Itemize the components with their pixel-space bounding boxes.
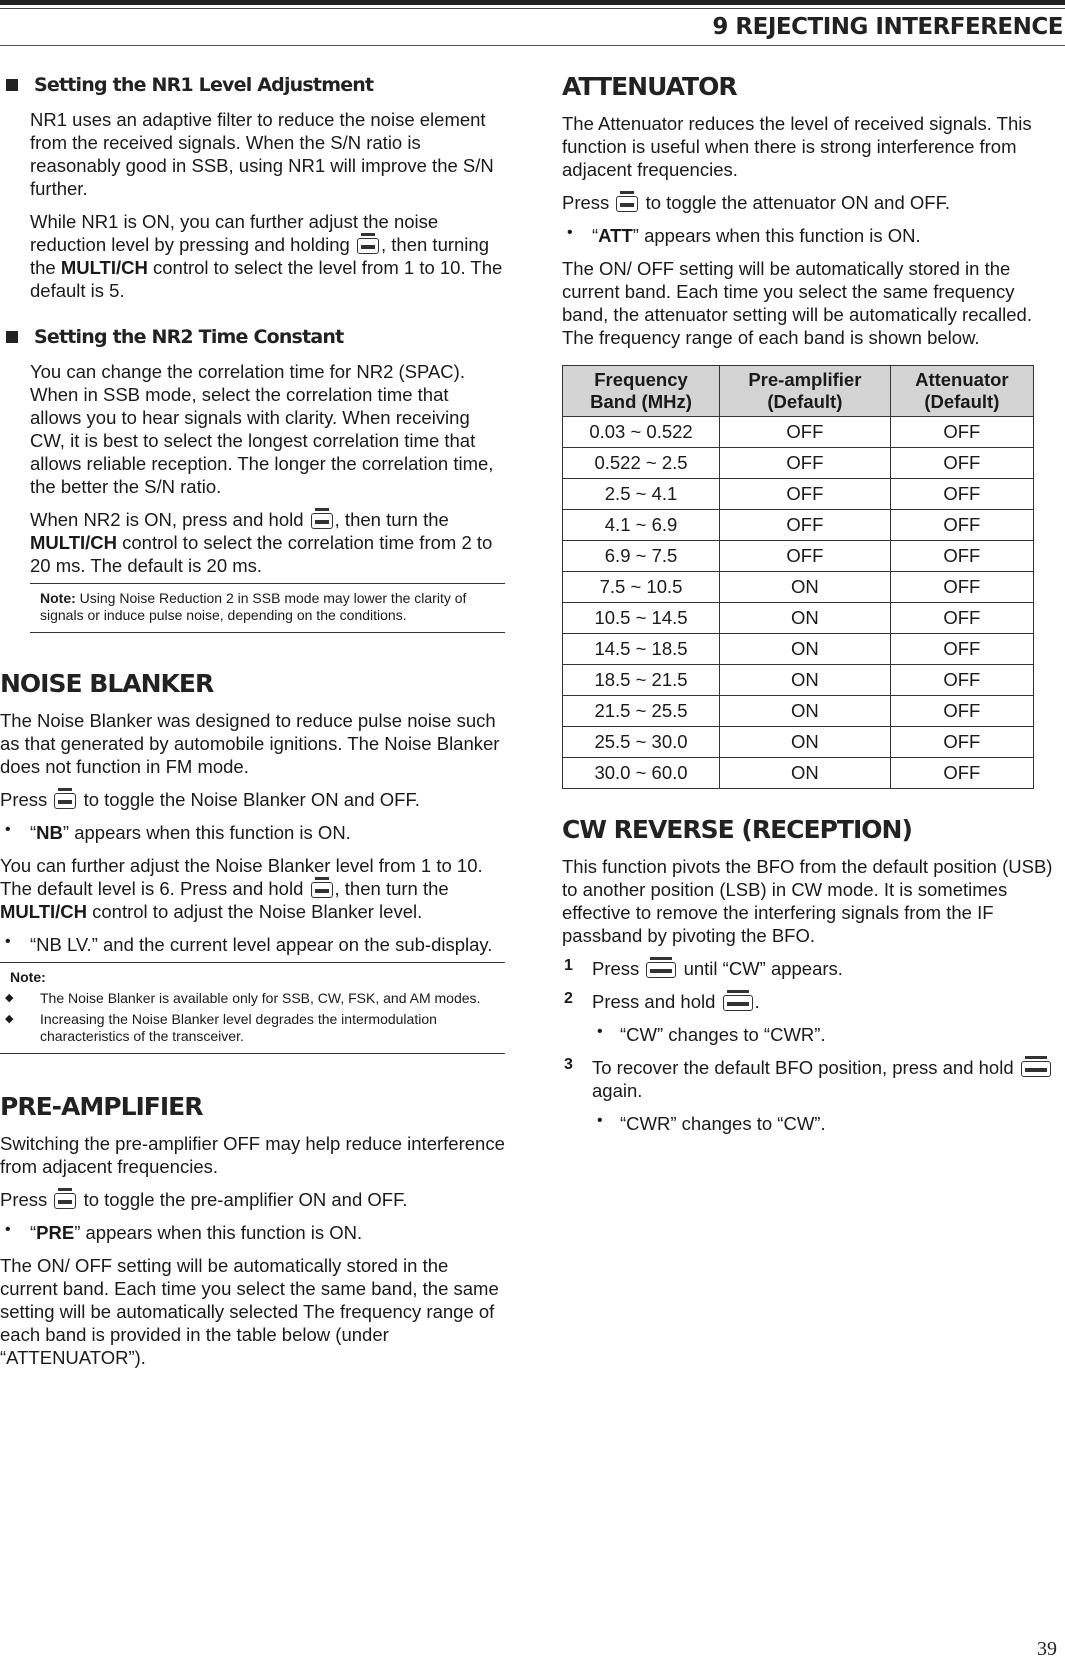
cw-reverse-paragraph: This function pivots the BFO from the default position (USB) to another position (LSB) in CW mode. It is sometimes effective to remove the interfering signals from the IF passband by pivoting the BFO. xyxy=(562,856,1053,946)
noise-blanker-heading: NOISE BLANKER xyxy=(0,669,214,698)
nb-key-icon xyxy=(311,882,333,898)
table-row: 0.522 ~ 2.5 OFF OFF xyxy=(563,448,1034,479)
frequency-table xyxy=(562,365,1034,789)
table-row: 7.5 ~ 10.5 ON OFF xyxy=(563,572,1034,603)
attenuator-heading: ATTENUATOR xyxy=(562,72,737,101)
cw-reverse-heading: CW REVERSE (RECEPTION) xyxy=(562,815,912,844)
noise-blanker-paragraph: The Noise Blanker was designed to reduce pulse noise such as that generated by automobile ignitions. The Noise Blanker does not function in FM mode. xyxy=(0,710,500,777)
nr2-paragraph-2: When NR2 is ON, press and hold , then turn the MULTI/CH control to select the correlation time from 2 to 20 ms. The default is 20 ms. xyxy=(30,509,493,576)
att-key-icon xyxy=(616,196,638,212)
cw-fsk-key-icon xyxy=(723,995,753,1011)
top-rule-thin xyxy=(0,8,1065,9)
pre-key-icon xyxy=(54,1193,76,1209)
nr2-note: Note: Using Noise Reduction 2 in SSB mode may lower the clarity of signals or induce pulse noise, depending on the conditions. xyxy=(30,583,505,633)
preamp-paragraph: Switching the pre-amplifier OFF may help reduce interference from adjacent frequencies. xyxy=(0,1133,505,1177)
note-item: ◆ The Noise Blanker is available only for SSB, CW, FSK, and AM modes. xyxy=(0,990,505,1007)
table-row: 0.03 ~ 0.522 OFF OFF xyxy=(563,417,1034,448)
diamond-bullet-icon: ◆ xyxy=(5,992,14,1004)
step-bullet: • “CW” changes to “CWR”. xyxy=(597,1023,826,1045)
nr1-heading: Setting the NR1 Level Adjustment xyxy=(0,72,505,98)
table-row: 21.5 ~ 25.5 ON OFF xyxy=(563,696,1034,727)
column-header: Frequency Band (MHz) xyxy=(563,366,720,417)
nr1-paragraph: NR1 uses an adaptive filter to reduce the noise element from the received signals. When the S/N ratio is reasonably good in SSB, using NR1 will improve the S/N further. xyxy=(30,109,494,199)
column-header: Pre-amplifier (Default) xyxy=(720,366,891,417)
nb-key-icon xyxy=(54,793,76,809)
square-bullet-icon xyxy=(6,331,18,343)
noise-blanker-paragraph-2: You can further adjust the Noise Blanker level from 1 to 10. The default level is 6. Press and hold , then turn the MULTI/CH control to adjust the Noise Blanker level. xyxy=(0,855,483,922)
attenuator-bullet: • “ATT” appears when this function is ON. xyxy=(567,224,921,246)
preamp-bullet: • “PRE” appears when this function is ON. xyxy=(5,1221,363,1243)
step-bullet: • “CWR” changes to “CW”. xyxy=(597,1112,826,1134)
preamp-press: Press to toggle the pre-amplifier ON and OFF. xyxy=(0,1189,408,1210)
nr2-paragraph: You can change the correlation time for NR2 (SPAC). When in SSB mode, select the correlation time that allows you to hear signals with clarity. When receiving CW, it is best to select the longest correlation time that allows reliable reception. The longer the correlation time, the better the S/N ratio. xyxy=(30,361,494,497)
preamp-paragraph-2: The ON/ OFF setting will be automatically stored in the current band. Each time you select the same band, the same setting will be automatically selected The frequency range of each band is provided in the table below (under “ATTENUATOR”). xyxy=(0,1255,499,1368)
table-row: 6.9 ~ 7.5 OFF OFF xyxy=(563,541,1034,572)
cw-fsk-key-icon xyxy=(1021,1061,1051,1077)
left-column xyxy=(0,72,505,1369)
chapter-title: 9 REJECTING INTERFERENCE xyxy=(712,14,1063,40)
table-row: 4.1 ~ 6.9 OFF OFF xyxy=(563,510,1034,541)
square-bullet-icon xyxy=(6,79,18,91)
step-item: 1 Press until “CW” appears. xyxy=(564,957,843,979)
noise-blanker-bullet: • “NB” appears when this function is ON. xyxy=(5,821,351,843)
nr1-paragraph-2: While NR1 is ON, you can further adjust the noise reduction level by pressing and holding , then turning the MULTI/CH control to select the level from 1 to 10. The default is 5. xyxy=(30,211,503,301)
attenuator-paragraph-2: The ON/ OFF setting will be automatically stored in the current band. Each time you select the same frequency band, the attenuator setting will be automatically recalled. The frequency range of each band is shown below. xyxy=(562,258,1032,348)
table-row: 30.0 ~ 60.0 ON OFF xyxy=(563,758,1034,789)
column-header: Attenuator (Default) xyxy=(890,366,1033,417)
step-item: 2 Press and hold . xyxy=(564,990,760,1012)
page-number: 39 xyxy=(1037,1638,1057,1660)
header-rule xyxy=(0,45,1065,46)
attenuator-paragraph: The Attenuator reduces the level of received signals. This function is useful when there is strong interference from adjacent frequencies. xyxy=(562,113,1032,180)
noise-blanker-bullet-2: • “NB LV.” and the current level appear on the sub-display. xyxy=(5,933,493,955)
top-rule xyxy=(0,0,1065,5)
table-row: 25.5 ~ 30.0 ON OFF xyxy=(563,727,1034,758)
preamp-heading: PRE-AMPLIFIER xyxy=(0,1092,203,1121)
table-header-row xyxy=(563,366,1034,417)
table-row: 2.5 ~ 4.1 OFF OFF xyxy=(563,479,1034,510)
right-column xyxy=(562,72,1065,1135)
note-item: ◆ Increasing the Noise Blanker level degrades the intermodulation characteristics of the transceiver. xyxy=(0,1011,505,1045)
nr2-heading: Setting the NR2 Time Constant xyxy=(0,324,505,350)
noise-blanker-press: Press to toggle the Noise Blanker ON and OFF. xyxy=(0,789,420,810)
noise-blanker-note: Note: ◆ The Noise Blanker is available only for SSB, CW, FSK, and AM modes. ◆ Increasing the Noise Blanker level degrades the intermodulation characteristics of the transceiver. xyxy=(0,962,505,1054)
nr-key-icon xyxy=(311,513,333,529)
table-row: 14.5 ~ 18.5 ON OFF xyxy=(563,634,1034,665)
diamond-bullet-icon: ◆ xyxy=(5,1013,14,1025)
nr-key-icon xyxy=(357,238,379,254)
table-row: 10.5 ~ 14.5 ON OFF xyxy=(563,603,1034,634)
step-item: 3 To recover the default BFO position, press and hold again. xyxy=(562,1056,1065,1102)
attenuator-press: Press to toggle the attenuator ON and OFF. xyxy=(562,192,950,213)
table-row: 18.5 ~ 21.5 ON OFF xyxy=(563,665,1034,696)
cw-fsk-key-icon xyxy=(646,962,676,978)
